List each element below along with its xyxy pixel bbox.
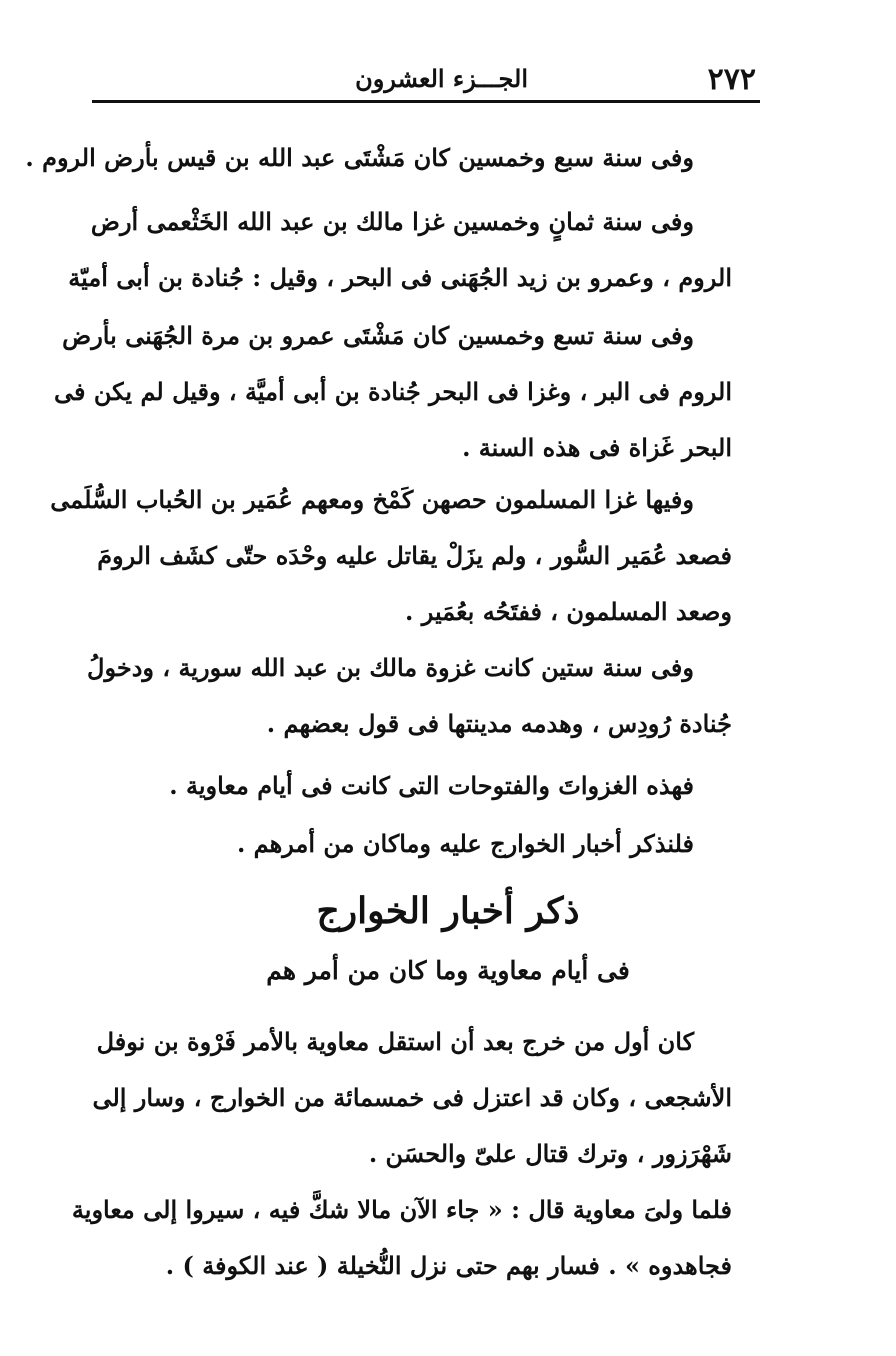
text-line: وفى سنة تسع وخمسين كان مَشْتَى عمرو بن مرة الجُهَنى بأرض (62, 321, 694, 350)
text-line: فلنذكر أخبار الخوارج عليه وماكان من أمرهم . (236, 829, 694, 858)
text-line: الروم فى البر ، وغزا فى البحر جُنادة بن أبى أميَّة ، وقيل لم يكن فى (54, 377, 732, 406)
text-line: وفيها غزا المسلمون حصهن كَمْخ ومعهم عُمَير بن الحُباب السُّلَمى (50, 485, 694, 514)
text-line: وفى سنة ثمانٍ وخمسين غزا مالك بن عبد الله الخَثْعمى أرض (90, 207, 694, 236)
paragraph (71, 1182, 732, 1294)
text-line: وفى سنة ستين كانت غزوة مالك بن عبد الله سورية ، ودخولُ (87, 653, 694, 682)
section-subheading: فى أيام معاوية وما كان من أمر هم (266, 956, 630, 985)
header-rule (92, 100, 760, 103)
text-line: وصعد المسلمون ، ففتَحُه بعُمَير . (405, 597, 732, 626)
text-line: فلما ولىَ معاوية قال : « جاء الآن مالا شكَّ فيه ، سيروا إلى معاوية (71, 1195, 732, 1224)
text-line: الروم ، وعمرو بن زيد الجُهَنى فى البحر ، وقيل : جُنادة بن أبى أميّة (68, 263, 732, 292)
paragraph (50, 472, 732, 640)
page-header (92, 56, 760, 104)
paragraph (25, 130, 732, 186)
paragraph (96, 758, 732, 814)
paragraph (84, 1014, 732, 1182)
text-line: فهذه الغزواتَ والفتوحات التى كانت فى أيام معاوية . (169, 771, 694, 800)
running-title: الجـــزء العشرون (355, 64, 528, 93)
text-line: فجاهدوه » . فسار بهم حتى نزل النُّخيلة ( عند الكوفة ) . (165, 1251, 732, 1280)
page-number: ٢٧٢ (707, 62, 756, 97)
paragraph (87, 640, 732, 752)
text-line: شَهْرَزور ، وترك قتال علىّ والحسَن . (368, 1139, 732, 1168)
paragraph (54, 308, 732, 476)
text-line: كان أول من خرج بعد أن استقل معاوية بالأمر فَرْوة بن نوفل (96, 1027, 694, 1056)
text-line: وفى سنة سبع وخمسين كان مَشْتَى عبد الله بن قيس بأرض الروم . (25, 143, 694, 172)
text-line: جُنادة رُودِس ، وهدمه مدينتها فى قول بعضهم . (266, 709, 732, 738)
paragraph (68, 194, 732, 306)
text-line: الأشجعى ، وكان قد اعتزل فى خمسمائة من الخوارج ، وسار إلى (92, 1083, 732, 1112)
text-line: فصعد عُمَير السُّور ، ولم يزَلْ يقاتل عليه وحْدَه حتّى كشَف الرومَ (97, 541, 732, 570)
text-line: البحر غَزاة فى هذه السنة . (462, 433, 732, 462)
section-heading: ذكر أخبار الخوارج (316, 890, 580, 932)
paragraph (96, 816, 732, 872)
